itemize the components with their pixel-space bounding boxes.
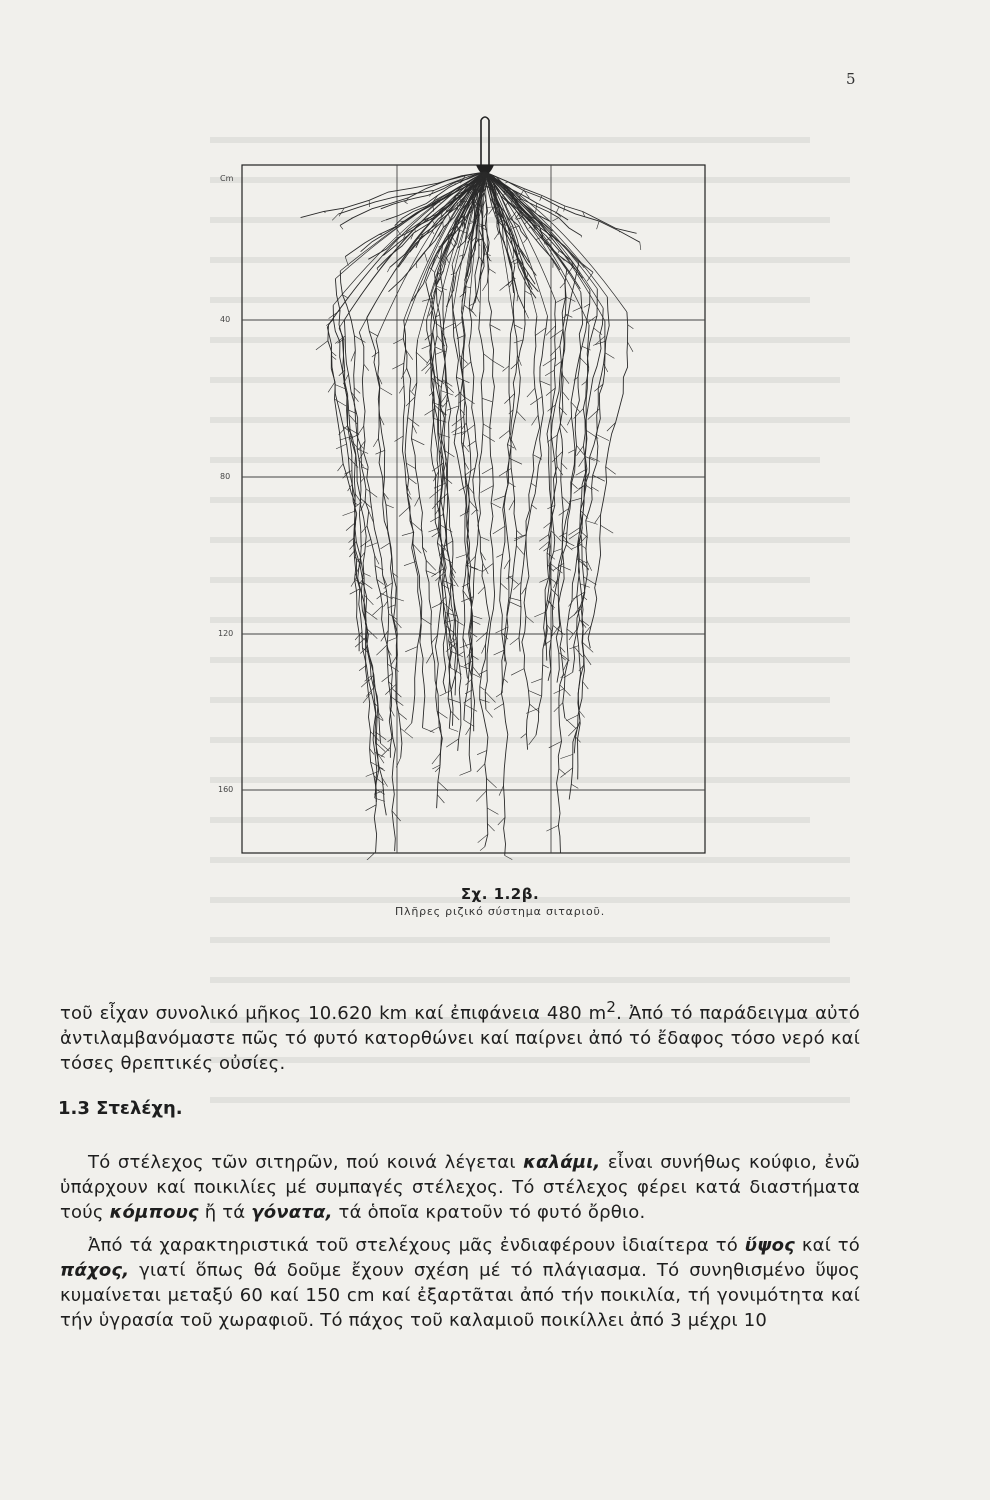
root-strand — [455, 392, 461, 397]
root-strand — [415, 497, 420, 507]
root-strand — [399, 506, 410, 516]
root-strand — [448, 699, 460, 703]
root-strand — [335, 399, 347, 406]
root-strand — [402, 532, 414, 535]
root-strand — [405, 723, 412, 731]
root-strand — [566, 545, 572, 550]
root-strand — [412, 439, 425, 445]
root-strand — [453, 432, 465, 435]
root-strand — [422, 362, 432, 371]
root-strand — [496, 693, 502, 697]
root-strand — [588, 312, 628, 648]
root-strand — [568, 527, 580, 535]
root-strand — [480, 687, 485, 691]
root-system-drawing — [200, 110, 720, 860]
root-strand — [436, 288, 441, 292]
root-strand — [413, 425, 417, 434]
root-strand — [316, 341, 328, 350]
root-strand — [545, 370, 554, 375]
root-strand — [393, 339, 403, 344]
root-strand — [444, 581, 456, 586]
root-strand — [473, 667, 481, 677]
root-strand — [578, 308, 604, 779]
root-strand — [428, 528, 438, 532]
root-strand — [501, 583, 508, 590]
root-strand — [338, 464, 344, 471]
root-strand — [567, 417, 571, 426]
root-strand — [366, 489, 377, 498]
root-strand — [479, 670, 487, 674]
axis-tick-120: 120 — [218, 629, 234, 638]
root-strand — [364, 595, 373, 605]
root-strand — [505, 856, 513, 860]
root-strand — [487, 824, 494, 831]
emphasis-term: κόμπους — [109, 1202, 199, 1223]
root-strand — [568, 450, 575, 454]
root-strand — [482, 398, 492, 401]
root-strand — [432, 602, 443, 607]
root-strand — [472, 616, 482, 619]
root-strand — [432, 500, 440, 509]
axis-tick-160: 160 — [218, 785, 234, 794]
root-strand — [477, 751, 487, 755]
root-strand — [426, 561, 436, 571]
root-strand — [391, 597, 404, 601]
root-strand — [543, 358, 556, 367]
root-strand — [583, 682, 589, 690]
root-strand — [516, 546, 523, 555]
root-strand — [628, 342, 634, 352]
root-strand — [387, 267, 389, 272]
emphasis-term: πάχος, — [60, 1260, 130, 1281]
root-strand — [493, 526, 505, 534]
root-strand — [539, 535, 549, 542]
root-strand — [552, 218, 558, 222]
root-strand — [509, 483, 516, 487]
root-strand — [386, 505, 394, 508]
root-strand — [395, 436, 404, 442]
root-strand — [355, 632, 362, 640]
root-strand — [476, 632, 487, 642]
axis-unit-label: Cm — [220, 174, 234, 183]
root-strand — [562, 497, 570, 505]
root-strand — [493, 361, 504, 368]
root-strand — [343, 511, 356, 515]
root-strand — [560, 282, 565, 288]
root-strand — [366, 805, 377, 811]
root-strand — [574, 646, 583, 657]
root-strand — [406, 463, 415, 468]
root-strand — [536, 301, 556, 736]
root-strand — [561, 463, 567, 469]
root-strand — [605, 353, 615, 359]
root-strand — [595, 515, 601, 524]
root-strand — [401, 728, 413, 738]
root-strand — [382, 673, 393, 681]
root-strand — [596, 434, 609, 440]
root-strand — [422, 618, 432, 625]
root-strand — [546, 825, 558, 831]
root-strand — [340, 225, 343, 229]
root-strand — [461, 311, 471, 679]
root-strand — [527, 388, 535, 397]
root-strand — [412, 340, 443, 765]
root-strand — [526, 616, 534, 623]
root-strand — [524, 239, 528, 243]
root-strand — [504, 679, 508, 683]
root-strand — [509, 598, 521, 601]
root-strand — [530, 704, 540, 712]
root-system-figure — [200, 110, 720, 860]
axis-tick-80: 80 — [220, 472, 231, 481]
root-strand — [328, 382, 335, 392]
root-strand — [468, 441, 476, 447]
root-strand — [363, 692, 371, 703]
root-strand — [483, 563, 494, 571]
root-strand — [388, 738, 393, 742]
text-run: τά ὁποῖα κρατοῦν τό φυτό ὄρθιο. — [332, 1202, 646, 1223]
root-strand — [510, 602, 522, 607]
root-strand — [544, 546, 551, 551]
root-strand — [514, 340, 523, 343]
paragraph-1-text-cont: . Ἀπό τό παράδειγμα αὐτό ἀντιλαμβανόμαστε πῶς τό φυτό κατορθώνει καί παίρνει ἀπό τό ἔδαφος τόσο νερό καί τόσες θρεπτικές οὐσίες. — [60, 1003, 860, 1074]
root-strand — [469, 303, 475, 306]
root-strand — [503, 366, 510, 372]
root-strand — [499, 468, 511, 476]
emphasis-term: ὕψος — [744, 1235, 796, 1256]
root-strand — [445, 451, 454, 457]
root-strand — [456, 620, 464, 625]
root-strand — [385, 684, 396, 694]
root-strand — [540, 381, 550, 385]
root-strand — [402, 320, 421, 723]
root-strand — [446, 739, 458, 747]
root-strand — [485, 172, 627, 312]
root-strand — [511, 669, 524, 676]
root-strand — [465, 690, 473, 694]
root-strand — [597, 221, 600, 229]
root-strand — [426, 652, 432, 663]
root-strand — [565, 718, 576, 728]
root-strand — [358, 426, 364, 435]
root-strand — [456, 555, 467, 559]
root-strand — [529, 735, 536, 745]
root-strand — [464, 720, 474, 727]
root-strand — [593, 341, 606, 345]
root-strand — [484, 354, 494, 361]
root-strand — [426, 571, 436, 575]
root-strand — [510, 638, 519, 645]
root-strand — [494, 650, 505, 655]
paragraph-3 — [60, 1233, 860, 1333]
root-strand — [578, 543, 586, 550]
root-strand — [350, 589, 360, 594]
root-strand — [505, 263, 525, 662]
emphasis-term: καλάμι, — [523, 1152, 601, 1173]
root-strand — [332, 214, 338, 220]
root-strand — [392, 363, 404, 369]
root-strand — [453, 310, 475, 731]
emphasis-term: γόνατα, — [251, 1202, 333, 1223]
root-strand — [483, 563, 488, 574]
root-strand — [521, 733, 527, 738]
root-strand — [571, 784, 578, 788]
root-strand — [381, 220, 386, 222]
root-strand — [481, 486, 494, 493]
root-strand — [536, 203, 537, 212]
root-strand — [535, 328, 546, 336]
root-strand — [556, 298, 565, 303]
root-strand — [592, 487, 599, 491]
root-strand — [424, 252, 427, 262]
root-strand — [509, 500, 515, 511]
root-strand — [494, 496, 506, 501]
root-strand — [332, 352, 337, 356]
root-strand — [401, 368, 407, 379]
root-strand — [560, 685, 571, 696]
root-strand — [416, 352, 427, 363]
text-run: γιατί ὅπως θά δοῦμε ἔχουν σχέση μέ τό πλάγιασμα. Τό συνηθισμένο ὕψος κυμαίνεται μεταξύ 60 καί 150 cm καί ἐξαρτᾶται ἀπό τήν ποικιλία, τή γονιμότητα καί τήν ὑγρασία τοῦ χωραφιοῦ. Τό πάχος τοῦ καλαμιοῦ ποικίλλει ἀπό 3 μέχρι 10 — [60, 1260, 860, 1331]
root-strand — [560, 768, 572, 778]
root-strand — [517, 411, 526, 420]
root-strand — [460, 771, 472, 776]
root-strand — [399, 386, 404, 394]
root-strand — [511, 440, 516, 451]
root-strand — [526, 312, 529, 318]
root-strand — [381, 543, 390, 549]
plant-stem — [481, 117, 489, 165]
axis-tick-40: 40 — [220, 315, 231, 324]
root-strand — [406, 397, 415, 406]
root-strand — [601, 525, 614, 533]
root-strand — [490, 260, 492, 261]
root-strand — [359, 332, 395, 851]
root-strand — [577, 446, 584, 456]
root-strand — [540, 196, 542, 201]
root-strand — [381, 743, 390, 751]
root-strand — [361, 499, 371, 508]
root-strand — [470, 501, 479, 511]
root-strand — [566, 715, 578, 721]
root-strand — [447, 406, 459, 410]
text-run: καί τό — [795, 1235, 861, 1256]
root-strand — [499, 786, 503, 796]
root-strand — [425, 367, 431, 374]
root-strand — [640, 242, 641, 250]
root-strand — [381, 631, 388, 642]
root-strand — [373, 606, 383, 615]
root-strand — [559, 769, 566, 775]
root-strand — [593, 475, 605, 481]
root-strand — [377, 268, 378, 270]
root-strand — [405, 647, 417, 652]
root-strand — [404, 561, 416, 565]
paragraph-1 — [60, 995, 860, 1076]
root-strand — [483, 434, 495, 441]
root-strand — [514, 325, 522, 329]
roots-group — [301, 172, 641, 860]
text-run: Ἀπό τά χαρακτηριστικά τοῦ στελέχους μᾶς ἐνδιαφέρουν ἰδιαίτερα τό — [88, 1235, 745, 1256]
text-run: ἤ τά — [198, 1202, 252, 1223]
root-strand — [532, 415, 539, 425]
page-number: 5 — [846, 70, 856, 88]
root-strand — [571, 402, 580, 412]
figure-caption-subtitle: Πλῆρες ριζικό σύστημα σιταριοῦ. — [394, 905, 606, 918]
root-strand — [574, 377, 578, 380]
root-strand — [376, 340, 397, 661]
superscript: 2 — [606, 998, 617, 1016]
root-strand — [480, 847, 485, 851]
root-strand — [464, 698, 472, 703]
root-strand — [482, 644, 486, 654]
root-strand — [478, 587, 485, 594]
root-strand — [551, 531, 561, 542]
root-strand — [438, 782, 448, 791]
root-strand — [487, 778, 497, 787]
root-strand — [482, 283, 487, 291]
root-strand — [517, 530, 523, 535]
root-strand — [490, 325, 501, 331]
root-strand — [447, 258, 449, 263]
root-strand — [354, 336, 365, 343]
root-strand — [494, 704, 504, 710]
root-strand — [485, 172, 640, 242]
root-strand — [480, 699, 490, 702]
root-strand — [562, 540, 574, 546]
root-strand — [569, 297, 609, 800]
root-strand — [499, 430, 509, 438]
root-strand — [489, 269, 496, 273]
root-strand — [517, 295, 518, 302]
root-strand — [432, 532, 439, 537]
root-strand — [529, 691, 541, 696]
root-strand — [569, 532, 580, 539]
root-strand — [485, 692, 495, 703]
root-strand — [437, 795, 444, 803]
root-strand — [409, 478, 417, 484]
root-strand — [579, 457, 586, 467]
root-strand — [582, 381, 587, 385]
root-strand — [339, 370, 345, 376]
root-strand — [482, 468, 493, 474]
root-strand — [430, 515, 443, 522]
root-strand — [476, 791, 486, 802]
root-strand — [532, 505, 537, 509]
root-strand — [478, 312, 490, 847]
root-strand — [449, 728, 458, 731]
root-strand — [364, 364, 369, 371]
paragraph-1-text: τοῦ εἶχαν συνολικό μῆκος 10.620 km καί ἐπιφάνεια 480 m — [60, 1003, 607, 1024]
root-strand — [361, 526, 367, 533]
root-strand — [573, 307, 582, 311]
text-run: Τό στέλεχος τῶν σιτηρῶν, πού κοινά λέγεται — [88, 1152, 524, 1173]
root-strand — [384, 601, 388, 607]
root-strand — [460, 666, 471, 669]
root-strand — [554, 703, 563, 712]
root-strand — [487, 808, 498, 814]
root-strand — [567, 629, 573, 634]
root-strand — [485, 300, 494, 709]
root-strand — [584, 654, 591, 665]
root-strand — [355, 638, 366, 648]
root-strand — [451, 711, 460, 720]
root-strand — [354, 388, 360, 394]
root-strand — [345, 257, 348, 266]
root-strand — [562, 392, 569, 401]
root-strand — [471, 567, 483, 571]
root-strand — [491, 503, 501, 508]
root-strand — [348, 484, 353, 491]
section-heading: 1.3 Στελέχη. — [58, 1098, 183, 1119]
paragraph-2 — [60, 1150, 860, 1225]
root-strand — [496, 554, 502, 557]
root-strand — [431, 569, 443, 577]
root-strand — [380, 388, 393, 395]
root-strand — [480, 537, 489, 541]
root-strand — [486, 709, 493, 717]
grid-frame — [242, 165, 705, 853]
root-strand — [373, 438, 378, 447]
text-run: εἶναι συνήθως κούφιο, ἐνῶ ὑπάρχουν καί ποικιλίες μέ συμπαγές στέλεχος. Τό στέλεχος φέρει κατά διαστήματα τούς — [60, 1152, 860, 1223]
root-strand — [543, 665, 549, 668]
root-strand — [606, 467, 616, 475]
root-strand — [477, 764, 485, 772]
root-strand — [471, 509, 476, 514]
root-strand — [531, 679, 542, 683]
root-strand — [485, 172, 605, 321]
root-strand — [560, 754, 573, 758]
root-strand — [583, 642, 594, 652]
root-strand — [388, 638, 397, 642]
root-strand — [628, 325, 634, 329]
root-strand — [399, 713, 407, 720]
root-strand — [494, 233, 499, 240]
root-strand — [509, 576, 519, 584]
root-strand — [376, 645, 387, 655]
figure-caption-title: Σχ. 1.2β. — [460, 885, 540, 903]
root-strand — [561, 424, 568, 433]
root-strand — [410, 390, 415, 396]
root-strand — [432, 754, 440, 765]
root-strand — [557, 466, 563, 475]
